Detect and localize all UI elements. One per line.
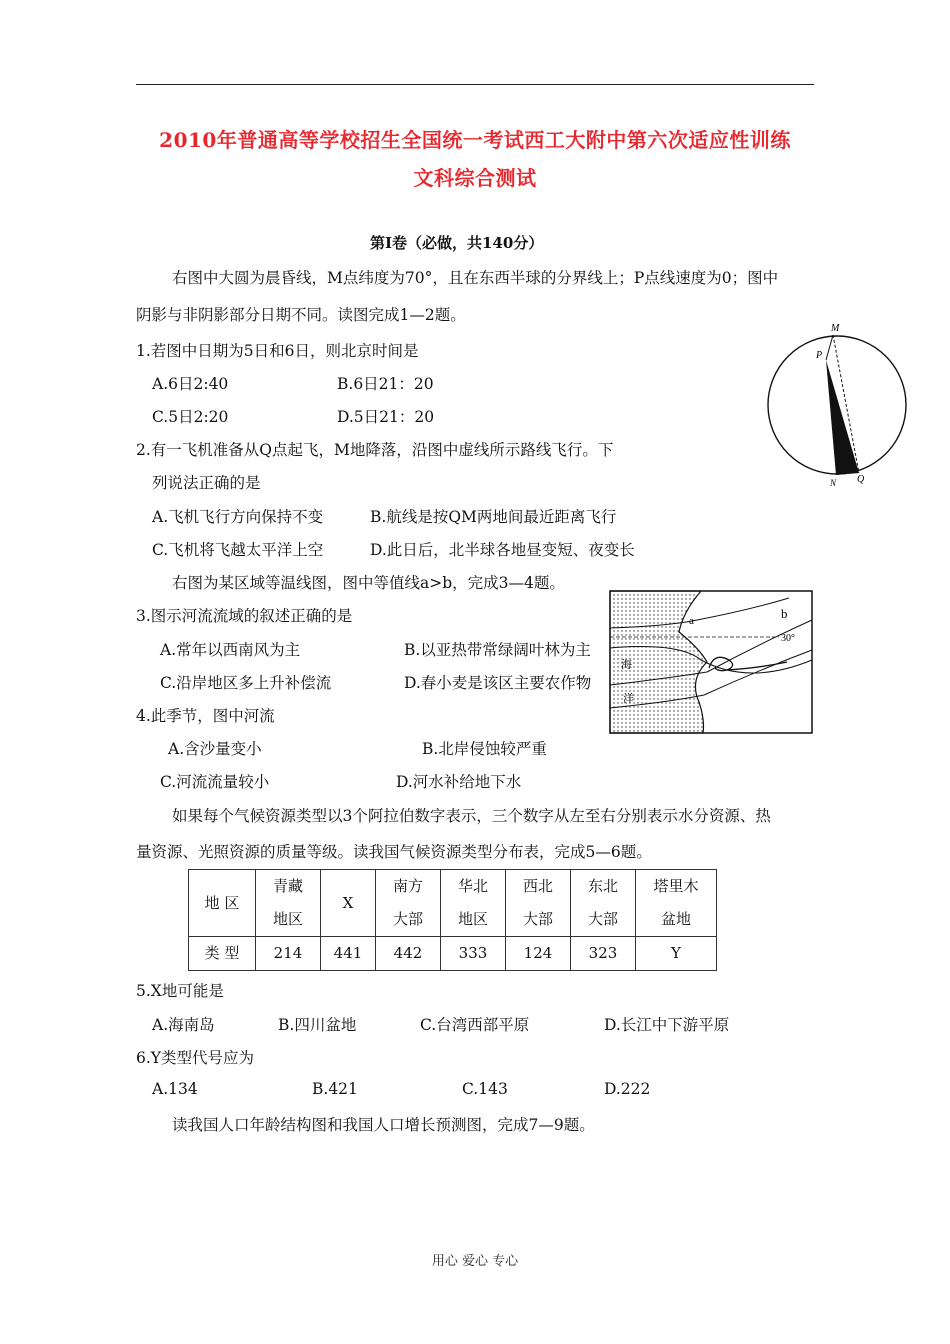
intro-3-line-1: 如果每个气候资源类型以3个阿拉伯数字表示，三个数字从左至右分别表示水分资源、热 <box>172 807 771 825</box>
question-5-option-c[interactable]: C.台湾西部平原 <box>420 1016 530 1034</box>
table-cell: 441 <box>321 937 376 971</box>
question-6-stem: 6.Y类型代号应为 <box>136 1049 255 1067</box>
question-3-option-d[interactable]: D.春小麦是该区主要农作物 <box>404 674 592 692</box>
table-header-cell: 西北 大部 <box>506 870 571 937</box>
question-6-option-d[interactable]: D.222 <box>604 1080 651 1098</box>
climate-resource-table <box>188 869 717 971</box>
question-5-stem: 5.X地可能是 <box>136 982 224 1000</box>
terminator-circle-figure <box>764 320 914 490</box>
table-header-row <box>189 870 717 937</box>
question-3-option-b[interactable]: B.以亚热带常绿阔叶林为主 <box>404 641 591 659</box>
question-4-option-d[interactable]: D.河水补给地下水 <box>396 773 522 791</box>
table-cell: Y <box>636 937 717 971</box>
table-cell: 442 <box>376 937 441 971</box>
intro-4: 读我国人口年龄结构图和我国人口增长预测图，完成7—9题。 <box>172 1116 595 1134</box>
label-m: M <box>831 323 840 334</box>
question-2-option-d[interactable]: D.此日后，北半球各地昼变短、夜变长 <box>370 541 635 559</box>
table-header-cell: 华北 地区 <box>441 870 506 937</box>
table-header-cell <box>256 870 321 937</box>
label-sea: 海 <box>621 658 632 671</box>
question-1-option-c[interactable]: C.5日2:20 <box>152 408 229 426</box>
table-row <box>189 937 717 971</box>
question-3-stem: 3.图示河流流域的叙述正确的是 <box>136 607 353 625</box>
label-n: N <box>830 478 837 488</box>
isotherm-map-figure <box>609 590 813 734</box>
label-30-degrees: 30° <box>781 633 795 644</box>
table-header-cell: 地 区 <box>189 870 256 937</box>
intro-1-line-1: 右图中大圆为晨昏线，M点纬度为70°，且在东西半球的分界线上；P点线速度为0；图中 <box>172 269 779 287</box>
question-6-option-a[interactable]: A.134 <box>152 1080 198 1098</box>
question-2-option-c[interactable]: C.飞机将飞越太平洋上空 <box>152 541 324 559</box>
page-title: 2010年普通高等学校招生全国统一考试西工大附中第六次适应性训练 <box>159 128 791 152</box>
page-footer: 用心 爱心 专心 <box>431 1254 519 1269</box>
section-heading: 第Ⅰ卷（必做，共140分） <box>370 234 544 252</box>
table-cell: 类 型 <box>189 937 256 971</box>
table-header-cell: 塔里木 盆地 <box>636 870 717 937</box>
question-3-option-a[interactable]: A.常年以西南风为主 <box>160 641 301 659</box>
question-1-stem: 1.若图中日期为5日和6日，则北京时间是 <box>136 342 419 360</box>
meridian-line <box>826 335 833 360</box>
question-1-option-d[interactable]: D.5日21：20 <box>337 408 435 426</box>
question-2-option-a[interactable]: A.飞机飞行方向保持不变 <box>152 508 324 526</box>
question-4-option-c[interactable]: C.河流流量较小 <box>160 773 270 791</box>
question-5-option-b[interactable]: B.四川盆地 <box>278 1016 357 1034</box>
table-cell: 214 <box>256 937 321 971</box>
question-3-option-c[interactable]: C.沿岸地区多上升补偿流 <box>160 674 332 692</box>
question-4-option-b[interactable]: B.北岸侵蚀较严重 <box>422 740 547 758</box>
question-2-option-b[interactable]: B.航线是按QM两地间最近距离飞行 <box>370 508 617 526</box>
question-6-option-c[interactable]: C.143 <box>462 1080 508 1098</box>
intro-3-line-2: 量资源、光照资源的质量等级。读我国气候资源类型分布表，完成5—6题。 <box>136 843 652 861</box>
page-subtitle: 文科综合测试 <box>413 166 537 190</box>
header-rule <box>136 84 814 85</box>
question-5-option-a[interactable]: A.海南岛 <box>152 1016 215 1034</box>
intro-2: 右图为某区域等温线图，图中等值线a>b，完成3—4题。 <box>172 574 565 592</box>
table-header-cell: 东北 大部 <box>571 870 636 937</box>
hdr-qingzang: 青藏 地区 <box>272 877 303 928</box>
question-5-option-d[interactable]: D.长江中下游平原 <box>604 1016 730 1034</box>
label-a: a <box>689 615 694 627</box>
question-2-stem-line-2: 列说法正确的是 <box>152 474 261 492</box>
question-4-stem: 4.此季节，图中河流 <box>136 707 275 725</box>
label-p: P <box>816 350 823 361</box>
label-ocean: 洋 <box>623 692 634 705</box>
label-q: Q <box>857 474 865 485</box>
intro-1-line-2: 阴影与非阴影部分日期不同。读图完成1—2题。 <box>136 306 466 324</box>
question-4-option-a[interactable]: A.含沙量变小 <box>168 740 262 758</box>
question-2-stem-line-1: 2.有一飞机准备从Q点起飞，M地降落，沿图中虚线所示路线飞行。下 <box>136 441 614 459</box>
table-cell: 333 <box>441 937 506 971</box>
table-header-cell: 南方 大部 <box>376 870 441 937</box>
question-1-option-a[interactable]: A.6日2:40 <box>152 375 229 393</box>
table-header-cell: X <box>321 870 376 937</box>
question-6-option-b[interactable]: B.421 <box>312 1080 358 1098</box>
label-b: b <box>781 606 788 621</box>
question-1-option-b[interactable]: B.6日21：20 <box>337 375 434 393</box>
table-cell: 124 <box>506 937 571 971</box>
shaded-region <box>826 360 859 475</box>
table-cell: 323 <box>571 937 636 971</box>
